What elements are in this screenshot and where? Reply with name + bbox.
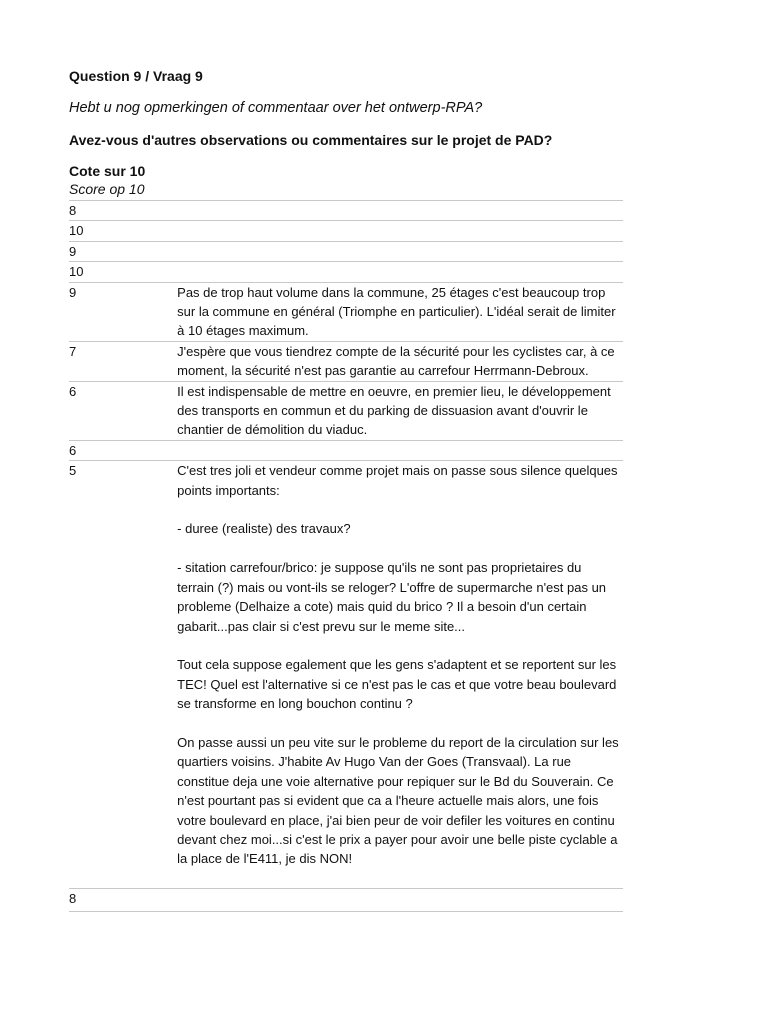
score-cell: 5	[69, 461, 177, 889]
score-cell: 9	[69, 241, 177, 261]
comment-cell	[177, 221, 623, 241]
comment-cell	[177, 381, 623, 440]
table-row	[69, 221, 623, 241]
comment-cell	[177, 461, 623, 889]
comment-cell	[177, 282, 623, 341]
score-cell: 8	[69, 201, 177, 221]
document-page	[69, 66, 623, 912]
table-row	[69, 440, 623, 460]
comment-paragraph: - duree (realiste) des travaux?	[177, 521, 351, 537]
score-cell: 7	[69, 341, 177, 381]
paragraph-gap	[177, 500, 619, 519]
table-row	[69, 201, 623, 221]
score-cell: 6	[69, 440, 177, 460]
comment-cell	[177, 262, 623, 282]
comment-paragraph: Pas de trop haut volume dans la commune, 25 étages c'est beaucoup trop sur la commune en général (Triomphe en particulier). L'idéal serait de limiter à 10 étages maximum.	[177, 284, 616, 339]
comment-paragraph: J'espère que vous tiendrez compte de la sécurité pour les cyclistes car, à ce moment, la sécurité n'est pas garantie au carrefour Herrmann-Debroux.	[177, 343, 615, 379]
question-text-nl: Hebt u nog opmerkingen of commentaar over het ontwerp-RPA?	[69, 100, 483, 116]
score-cell: 10	[69, 221, 177, 241]
comment-paragraph: Il est indispensable de mettre en oeuvre, en premier lieu, le développement des transports en commun et du parking de dissuasion avant d'ouvrir le chantier de démolition du viaduc.	[177, 383, 611, 438]
comment-cell	[177, 889, 623, 911]
score-header-fr: Cote sur 10	[69, 163, 146, 179]
responses-table	[69, 200, 623, 912]
table-row	[69, 889, 623, 911]
score-header-nl: Score op 10	[69, 181, 145, 197]
score-cell: 9	[69, 282, 177, 341]
question-title: Question 9 / Vraag 9	[69, 68, 203, 84]
question-text-fr: Avez-vous d'autres observations ou commentaires sur le projet de PAD?	[69, 132, 553, 148]
comment-cell	[177, 341, 623, 381]
table-row	[69, 461, 623, 889]
table-row	[69, 262, 623, 282]
responses-table-body	[69, 201, 623, 912]
score-cell: 10	[69, 262, 177, 282]
table-row	[69, 241, 623, 261]
table-row	[69, 381, 623, 440]
comment-paragraph: On passe aussi un peu vite sur le probleme du report de la circulation sur les quartiers voisins. J'habite Av Hugo Van der Goes (Transvaal). La rue constitue deja une voie alternative pour repiquer sur le Bd du Souverain. Ce n'est pourtant pas si evident que ca a l'heure actuelle mais alors, une fois votre boulevard en place, j'ai bien peur de voir defiler les voitures en continu devant chez moi...si c'est le prix a payer pour avoir une belle piste cyclable a la place de l'E411, je dis NON!	[177, 734, 619, 867]
comment-paragraph: - sitation carrefour/brico: je suppose qu'ils ne sont pas proprietaires du terrain (?) mais ou vont-ils se reloger? L'offre de supermarche n'est pas un probleme (Delhaize a cote) mais quid du brico ? Il a besoin d'un certain gabarit...pas clair si c'est prevu sur le meme site...	[177, 560, 607, 634]
table-row	[69, 341, 623, 381]
comment-cell	[177, 201, 623, 221]
paragraph-gap	[177, 539, 619, 558]
table-row	[69, 282, 623, 341]
comment-paragraph: Tout cela suppose egalement que les gens s'adaptent et se reportent sur les TEC! Quel est l'alternative si ce n'est pas le cas et que votre beau boulevard se transforme en long bouchon continu ?	[177, 657, 617, 712]
paragraph-gap	[177, 636, 619, 655]
score-cell: 8	[69, 889, 177, 911]
paragraph-gap	[177, 714, 619, 733]
score-cell: 6	[69, 381, 177, 440]
comment-cell	[177, 440, 623, 460]
paragraph-gap	[177, 869, 619, 888]
comment-cell	[177, 241, 623, 261]
comment-paragraph: C'est tres joli et vendeur comme projet mais on passe sous silence quelques points importants:	[177, 463, 618, 498]
